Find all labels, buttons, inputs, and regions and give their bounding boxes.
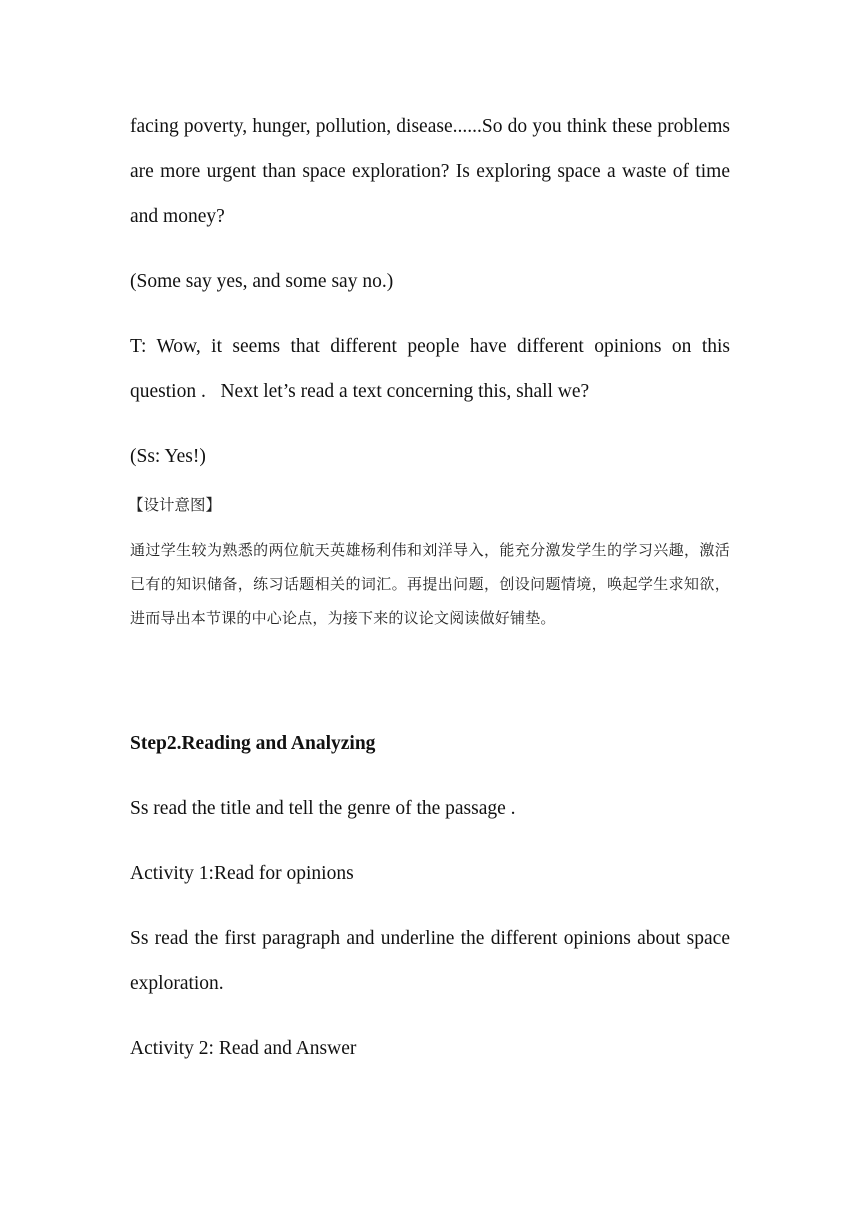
document-page [130,104,730,1071]
activity2-title: Activity 2: Read and Answer [130,1038,357,1059]
activity1-body: Ss read the first paragraph and underline the different opinions about space exploration. [130,928,730,994]
step2-heading: Step2.Reading and Analyzing [130,733,376,754]
design-intent-heading: 【设计意图】 [128,496,222,514]
paragraph-student-response: (Some say yes, and some say no.) [130,271,394,292]
step2-instruction: Ss read the title and tell the genre of the passage . [130,798,516,819]
paragraph-students-yes: (Ss: Yes!) [130,446,206,467]
activity1-title: Activity 1:Read for opinions [130,863,354,884]
paragraph-teacher-remark: T: Wow, it seems that different people have different opinions on this question . Next let’s read a text concerning this, shall we? [130,336,730,402]
paragraph-problems-question: facing poverty, hunger, pollution, disease......So do you think these problems are more urgent than space exploration? Is exploring space a waste of time and money? [130,116,730,227]
design-intent-body: 通过学生较为熟悉的两位航天英雄杨利伟和刘洋导入，能充分激发学生的学习兴趣，激活已有的知识储备，练习话题相关的词汇。再提出问题，创设问题情境，唤起学生求知欲，进而导出本节课的中心论点，为接下来的议论文阅读做好铺垫。 [130,541,730,627]
